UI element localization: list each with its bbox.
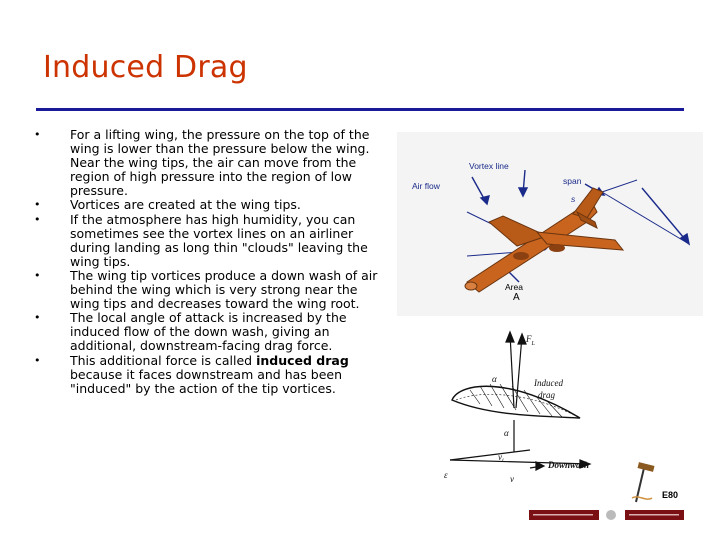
span-label: span <box>563 176 582 186</box>
vortex-diagram <box>397 132 703 316</box>
bullet-dot-icon: • <box>34 268 41 282</box>
bullet-text: This additional force is called <box>70 352 257 368</box>
bullet-item <box>34 211 380 269</box>
air-flow-label: Air flow <box>412 181 440 191</box>
bullet-list <box>34 127 380 396</box>
alpha-label: α <box>492 374 497 384</box>
bullet-text: The wing tip vortices produce a down wash of air behind the wing which is very strong near the wing tips and decreases toward the wing root. <box>70 267 378 312</box>
drag-label: drag <box>538 390 556 400</box>
bullet-dot-icon: • <box>34 198 41 212</box>
bullet-bold-term: induced drag <box>256 352 349 368</box>
bullet-item <box>34 127 380 199</box>
slide-title: Induced Drag <box>43 50 248 85</box>
area-a-label: A <box>513 292 520 303</box>
bullet-dot-icon: • <box>34 128 41 141</box>
vortex-line-label: Vortex line <box>469 161 509 171</box>
logo-label: E80 <box>662 490 679 500</box>
bullet-text: The local angle of attack is increased by the induced flow of the down wash, giving an additional, downstream-facing drag force. <box>70 310 347 354</box>
bullet-text: If the atmosphere has high humidity, you can sometimes see the vortex lines on an airliner during landing as long thin "clouds" leaving the wing tips. <box>70 211 368 269</box>
bullet-text-suffix: because it faces downstream and has been "induced" by the action of the tip vortices. <box>70 366 343 396</box>
lift-force-label: $F_L$ <box>526 334 535 347</box>
footer-banner <box>529 510 684 520</box>
hammer-icon <box>636 462 654 502</box>
bullet-text: For a lifting wing, the pressure on the top of the wing is lower than the pressure below the wing. Near the wing tips, the air can move from the region of high pressure into the region of low pressure. <box>70 127 370 199</box>
bullet-dot-icon: • <box>34 311 41 325</box>
downwash-label: Downwash <box>548 460 590 470</box>
airfoil-diagram <box>430 320 610 498</box>
e80-logo <box>624 458 690 506</box>
bullet-item <box>34 267 380 312</box>
bullet-dot-icon: • <box>34 353 41 367</box>
bullet-item <box>34 197 380 213</box>
vi-label: $v_i$ <box>498 452 504 464</box>
bullet-item <box>34 352 380 396</box>
induced-label: Induced <box>534 378 563 388</box>
bullet-text: Vortices are created at the wing tips. <box>70 197 301 213</box>
title-rule <box>36 108 684 111</box>
span-s-label: s <box>571 194 576 204</box>
bullet-item <box>34 310 380 354</box>
v-label: v <box>510 474 514 484</box>
alpha-i-label: α <box>504 428 509 438</box>
area-label: Area <box>505 282 523 292</box>
bullet-dot-icon: • <box>34 212 41 226</box>
epsilon-label: ε <box>444 470 448 480</box>
